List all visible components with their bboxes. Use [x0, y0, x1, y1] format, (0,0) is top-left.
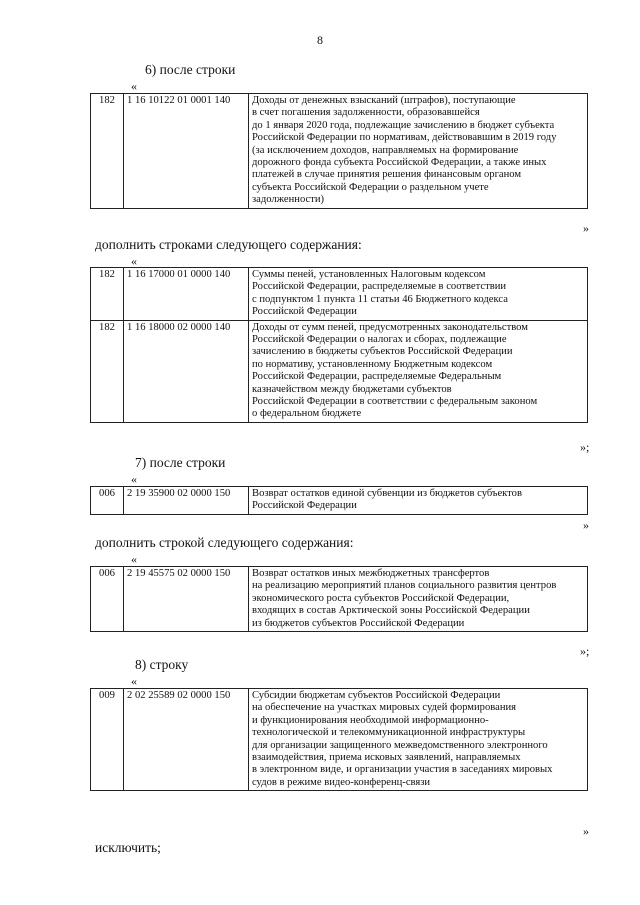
- description-line: Российской Федерации в соответствии с федеральным законом: [252, 395, 538, 407]
- description-line: из бюджетов субъектов Российской Федерации: [252, 617, 465, 629]
- open-quote: «: [131, 674, 137, 688]
- description-line: Доходы от сумм пеней, предусмотренных законодательством: [252, 321, 528, 333]
- amendment-table: [90, 267, 588, 423]
- table-row: [91, 567, 588, 632]
- description-line: судов в режиме видео-конференц-связи: [252, 776, 431, 788]
- closing-text: исключить;: [95, 840, 161, 855]
- description-line: задолженности): [252, 194, 325, 206]
- open-quote: «: [131, 79, 137, 93]
- description-cell: [249, 320, 588, 422]
- description-line: в счет погашения задолженности, образовавшейся: [252, 107, 480, 119]
- admin-code-cell: 006: [91, 487, 124, 515]
- description-line: Суммы пеней, установленных Налоговым кодексом: [252, 269, 486, 280]
- description-line: в электронном виде, и организации участия в заседаниях мировых: [252, 764, 553, 776]
- close-quote: »;: [580, 440, 590, 454]
- section-heading: 6) после строки: [145, 62, 236, 77]
- description-line: Российской Федерации: [252, 306, 357, 318]
- description-line: Российской Федерации по нормативам, действовавшим в 2019 году: [252, 132, 557, 144]
- kbk-code-cell: 1 16 10122 01 0001 140: [124, 94, 249, 209]
- description-line: на обеспечение на участках мировых судей формирования: [252, 702, 517, 714]
- section-heading: дополнить строками следующего содержания:: [95, 237, 362, 252]
- open-quote: «: [131, 472, 137, 486]
- description-line: Субсидии бюджетам субъектов Российской Федерации: [252, 690, 501, 701]
- description-line: Доходы от денежных взысканий (штрафов), поступающие: [252, 95, 516, 106]
- close-quote: »: [583, 824, 589, 838]
- description-line: с подпунктом 1 пункта 11 статьи 46 Бюджетного кодекса: [252, 293, 508, 305]
- description-cell: [249, 689, 588, 791]
- description-line: субъекта Российской Федерации о раздельном учете: [252, 181, 489, 193]
- description-cell: [249, 567, 588, 632]
- admin-code-cell: 182: [91, 320, 124, 422]
- admin-code-cell: 182: [91, 268, 124, 321]
- open-quote: «: [131, 552, 137, 566]
- description-line: Возврат остатков иных межбюджетных трансфертов: [252, 568, 490, 579]
- table-row: [91, 268, 588, 321]
- amendment-table: [90, 93, 588, 209]
- kbk-code-cell: 1 16 18000 02 0000 140: [124, 320, 249, 422]
- kbk-code-cell: 2 02 25589 02 0000 150: [124, 689, 249, 791]
- description-line: казначейством между бюджетами субъектов: [252, 383, 452, 395]
- description-line: Возврат остатков единой субвенции из бюджетов субъектов: [252, 488, 522, 499]
- admin-code-cell: 006: [91, 567, 124, 632]
- table-row: [91, 94, 588, 209]
- description-line: до 1 января 2020 года, подлежащие зачислению в бюджет субъекта: [252, 119, 555, 131]
- description-line: Российской Федерации, распределяемые Федеральным: [252, 371, 502, 383]
- description-line: взаимодействия, приема исковых заявлений, направляемых: [252, 751, 521, 763]
- table-row: [91, 689, 588, 791]
- amendment-table: [90, 566, 588, 632]
- description-line: (за исключением доходов, направляемых на формирование: [252, 144, 519, 156]
- close-quote: »: [583, 221, 589, 235]
- amendment-table: [90, 688, 588, 791]
- table-row: [91, 487, 588, 515]
- description-line: на реализацию мероприятий планов социального развития центров: [252, 580, 557, 592]
- close-quote: »: [583, 518, 589, 532]
- description-line: входящих в состав Арктической зоны Российской Федерации: [252, 605, 530, 617]
- admin-code-cell: 009: [91, 689, 124, 791]
- description-line: Российской Федерации, распределяемые в соответствии: [252, 281, 507, 293]
- description-cell: [249, 487, 588, 515]
- amendment-table: [90, 486, 588, 515]
- description-line: технологической и телекоммуникационной инфраструктуры: [252, 727, 526, 739]
- section-heading: 8) строку: [135, 657, 189, 672]
- kbk-code-cell: 1 16 17000 01 0000 140: [124, 268, 249, 321]
- description-cell: [249, 94, 588, 209]
- table-row: [91, 320, 588, 422]
- page-number: 8: [317, 33, 323, 47]
- open-quote: «: [131, 254, 137, 268]
- kbk-code-cell: 2 19 45575 02 0000 150: [124, 567, 249, 632]
- description-line: дорожного фонда субъекта Российской Федерации, а также иных: [252, 156, 547, 168]
- description-line: Российской Федерации: [252, 500, 357, 512]
- description-line: о федеральном бюджете: [252, 408, 362, 420]
- description-line: по нормативу, установленному Бюджетным кодексом: [252, 358, 493, 370]
- close-quote: »;: [580, 644, 590, 658]
- section-heading: 7) после строки: [135, 455, 226, 470]
- section-heading: дополнить строкой следующего содержания:: [95, 535, 354, 550]
- kbk-code-cell: 2 19 35900 02 0000 150: [124, 487, 249, 515]
- admin-code-cell: 182: [91, 94, 124, 209]
- description-line: зачислению в бюджеты субъектов Российской Федерации: [252, 346, 513, 358]
- description-line: экономического роста субъектов Российской Федерации,: [252, 592, 510, 604]
- description-cell: [249, 268, 588, 321]
- description-line: для организации защищенного межведомственного электронного: [252, 739, 548, 751]
- description-line: Российской Федерации о налогах и сборах, подлежащие: [252, 333, 507, 345]
- description-line: платежей в случае принятия решения финансовым органом: [252, 169, 522, 181]
- description-line: и функционирования необходимой информационно-: [252, 714, 489, 726]
